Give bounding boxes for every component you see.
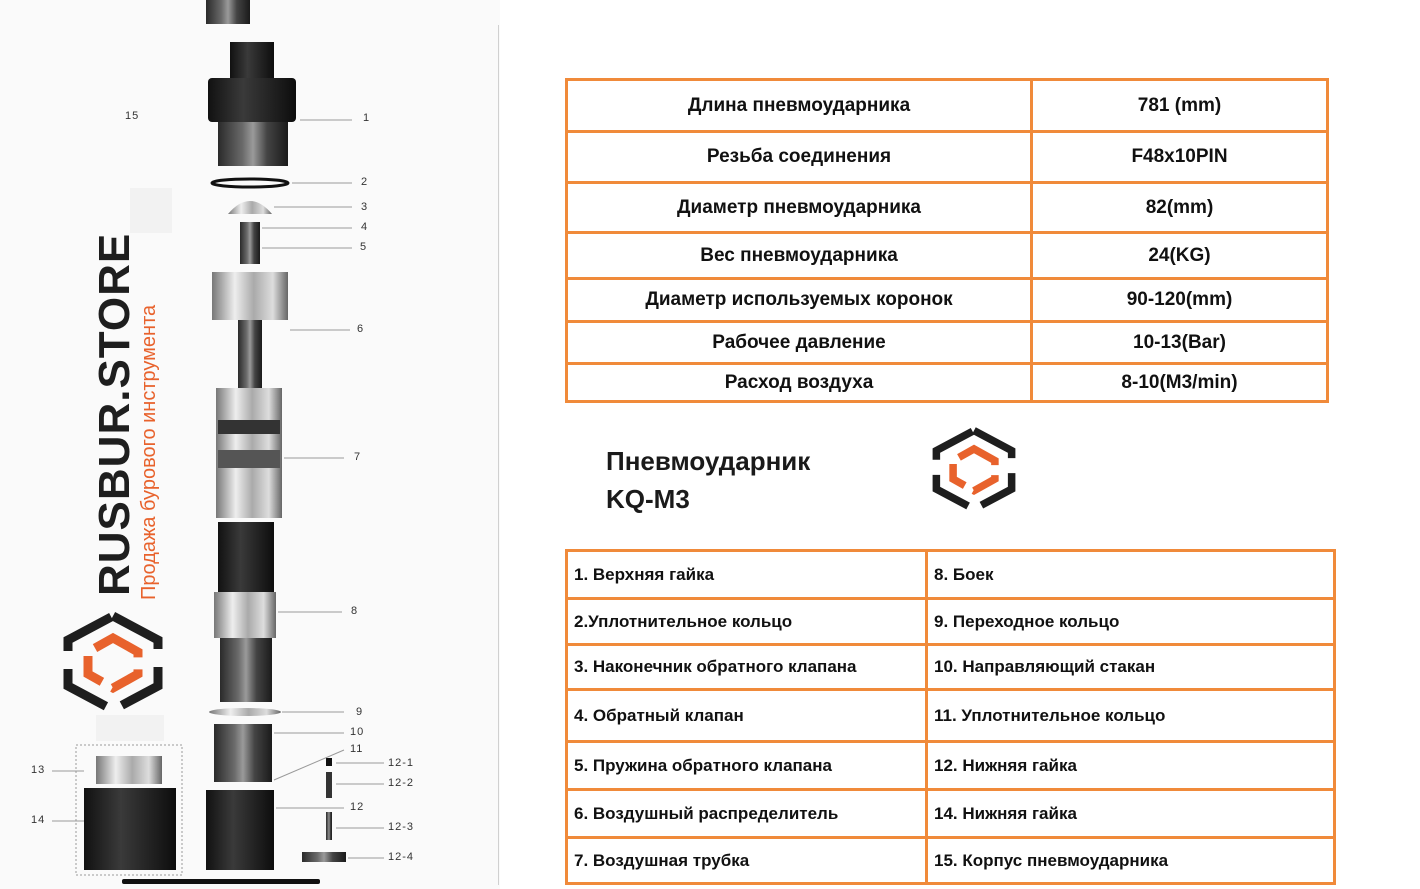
part-12-4-rod	[302, 852, 346, 862]
diagram-label-12-1: 12-1	[388, 757, 415, 769]
part-cell: 7. Воздушная трубка	[567, 838, 927, 884]
brand-logo-icon	[928, 426, 1020, 512]
diagram-label-8: 8	[351, 605, 359, 617]
diagram-label-12-2: 12-2	[388, 777, 415, 789]
parts-table	[565, 549, 1336, 885]
spec-table	[565, 78, 1329, 403]
diagram-label-3: 3	[361, 201, 369, 213]
table-row	[567, 364, 1328, 402]
diagram-label-5: 5	[360, 241, 368, 253]
part-15-body	[130, 188, 172, 233]
part-cell: 3. Наконечник обратного клапана	[567, 645, 927, 690]
part-8-piston	[218, 522, 274, 592]
part-cell: 2.Уплотнительное кольцо	[567, 599, 927, 645]
spec-value: 8-10(M3/min)	[1032, 364, 1328, 402]
spec-value: F48x10PIN	[1032, 132, 1328, 183]
part-cell: 5. Пружина обратного клапана	[567, 742, 927, 790]
diagram-label-13: 13	[31, 764, 46, 776]
table-row	[567, 233, 1328, 279]
product-title-line-2: KQ-M3	[606, 484, 690, 514]
spec-value: 90-120(mm)	[1032, 279, 1328, 322]
part-2-ring	[212, 179, 288, 187]
table-row	[567, 790, 1335, 838]
brand-logo-icon	[58, 612, 168, 712]
part-cell: 1. Верхняя гайка	[567, 551, 927, 599]
spec-param: Диаметр пневмоударника	[567, 183, 1032, 233]
part-cell: 10. Направляющий стакан	[927, 645, 1335, 690]
table-row	[567, 838, 1335, 884]
part-cell: 6. Воздушный распределитель	[567, 790, 927, 838]
bottom-bar	[122, 879, 320, 884]
part-12-1-pin	[326, 758, 332, 766]
table-row	[567, 551, 1335, 599]
hammer-exploded-drawing	[0, 0, 500, 889]
spec-value: 781 (mm)	[1032, 80, 1328, 132]
diagram-label-10: 10	[350, 726, 365, 738]
diagram-label-7: 7	[354, 451, 362, 463]
exploded-diagram-panel	[0, 0, 500, 889]
part-12-2-spring	[326, 772, 332, 798]
part-cell: 8. Боек	[927, 551, 1335, 599]
part-cell: 12. Нижняя гайка	[927, 742, 1335, 790]
part-9-ring	[209, 708, 281, 716]
part-13-ring	[96, 756, 162, 784]
part-14-lower-nut	[84, 788, 176, 870]
spec-param: Диаметр используемых коронок	[567, 279, 1032, 322]
table-row	[567, 645, 1335, 690]
spec-param: Рабочее давление	[567, 322, 1032, 364]
diagram-label-12-3: 12-3	[388, 821, 415, 833]
brand-tagline: Продажа бурового инструмента	[138, 304, 160, 600]
table-row	[567, 690, 1335, 742]
part-5-spring	[240, 222, 260, 264]
table-row	[567, 322, 1328, 364]
part-10-guide	[214, 724, 272, 782]
table-row	[567, 279, 1328, 322]
part-cell: 9. Переходное кольцо	[927, 599, 1335, 645]
diagram-label-6: 6	[357, 323, 365, 335]
spec-param: Вес пневмоударника	[567, 233, 1032, 279]
table-row	[567, 599, 1335, 645]
part-1-top-nut	[230, 42, 274, 82]
diagram-label-11: 11	[350, 743, 364, 755]
table-row	[567, 742, 1335, 790]
brand-name: RUSBUR.STORE	[90, 232, 139, 596]
spec-param: Длина пневмоударника	[567, 80, 1032, 132]
part-6-distributor	[212, 272, 288, 320]
part-12-3-pin	[326, 812, 332, 840]
diagram-label-4: 4	[361, 221, 369, 233]
part-cell: 15. Корпус пневмоударника	[927, 838, 1335, 884]
top-cap	[206, 0, 250, 24]
spec-value: 10-13(Bar)	[1032, 322, 1328, 364]
spec-param: Расход воздуха	[567, 364, 1032, 402]
diagram-label-9: 9	[356, 706, 364, 718]
spec-value: 82(mm)	[1032, 183, 1328, 233]
diagram-label-12: 12	[350, 801, 365, 813]
part-cell: 4. Обратный клапан	[567, 690, 927, 742]
product-title-line-1: Пневмоударник	[606, 446, 811, 476]
spec-param: Резьба соединения	[567, 132, 1032, 183]
part-3-valve-tip	[228, 201, 272, 214]
diagram-label-14: 14	[31, 814, 46, 826]
table-row	[567, 132, 1328, 183]
diagram-label-15: 15	[125, 110, 140, 122]
product-title	[606, 442, 810, 518]
diagram-label-12-4: 12-4	[388, 851, 415, 863]
part-cell: 14. Нижняя гайка	[927, 790, 1335, 838]
table-row	[567, 80, 1328, 132]
part-12-lower-nut	[206, 790, 274, 870]
spec-value: 24(KG)	[1032, 233, 1328, 279]
part-cell: 11. Уплотнительное кольцо	[927, 690, 1335, 742]
table-row	[567, 183, 1328, 233]
diagram-label-2: 2	[361, 176, 369, 188]
vertical-divider	[498, 25, 499, 885]
diagram-label-1: 1	[363, 112, 371, 124]
